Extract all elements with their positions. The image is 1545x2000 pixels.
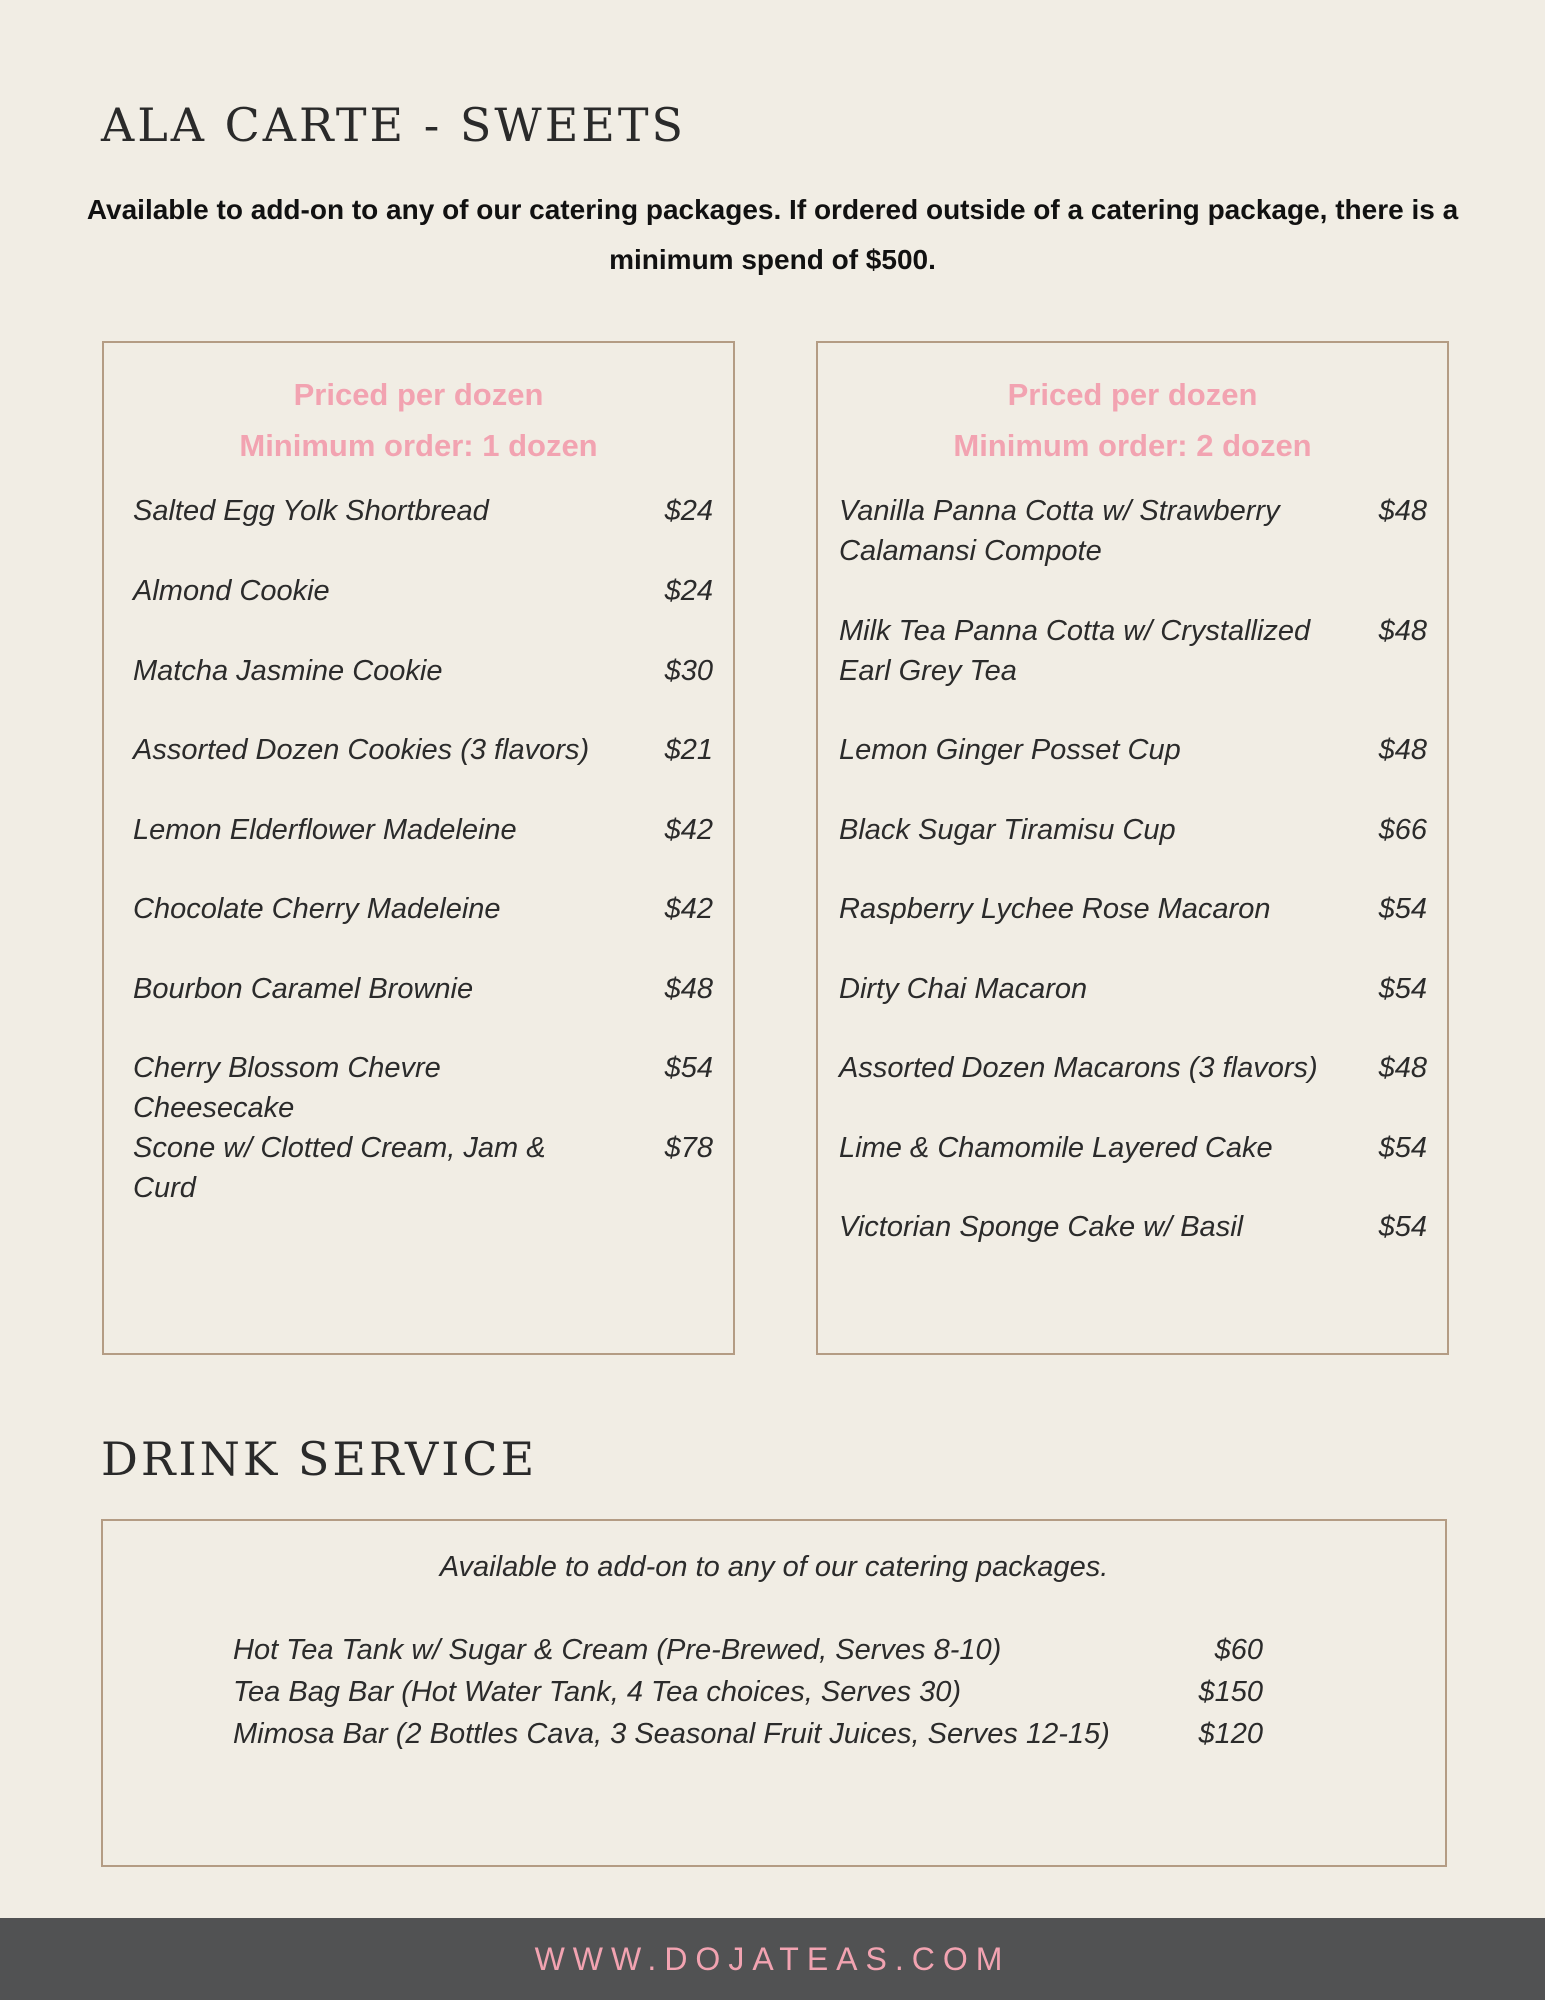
page-title: ALA CARTE - SWEETS — [101, 98, 687, 152]
menu-item-price: $24 — [664, 575, 713, 607]
menu-item-name: Assorted Dozen Macarons (3 flavors) — [839, 1052, 1318, 1084]
menu-item-name: Bourbon Caramel Brownie — [133, 973, 474, 1005]
drink-item-name: Hot Tea Tank w/ Sugar & Cream (Pre-Brewed, Serves 8-10) — [233, 1634, 1002, 1666]
menu-item-price: $48 — [1378, 734, 1427, 766]
menu-item-name: Matcha Jasmine Cookie — [133, 655, 443, 687]
menu-item-price: $66 — [1378, 814, 1427, 846]
website-link[interactable]: WWW.DOJATEAS.COM — [534, 1941, 1011, 1977]
box-heading — [104, 369, 733, 471]
footer-bar — [0, 1918, 1545, 2000]
menu-item-name: Cherry Blossom Chevre Cheesecake — [133, 1052, 441, 1124]
pricing-note: Priced per dozen — [293, 377, 544, 412]
menu-item-name: Black Sugar Tiramisu Cup — [839, 814, 1176, 846]
menu-item-name: Almond Cookie — [133, 575, 330, 607]
menu-item-price: $42 — [664, 893, 713, 925]
menu-item-price: $48 — [1378, 495, 1427, 527]
menu-item-price: $48 — [664, 973, 713, 1005]
pricing-note: Priced per dozen — [1007, 377, 1258, 412]
drink-item-price: $60 — [1214, 1634, 1263, 1666]
menu-item-name: Chocolate Cherry Madeleine — [133, 893, 501, 925]
menu-item-name: Raspberry Lychee Rose Macaron — [839, 893, 1271, 925]
menu-item-price: $48 — [1378, 615, 1427, 647]
menu-item-price: $54 — [1378, 893, 1427, 925]
drink-service-box — [101, 1519, 1447, 1867]
drink-item-name: Tea Bag Bar (Hot Water Tank, 4 Tea choices, Serves 30) — [233, 1676, 962, 1708]
box-heading — [818, 369, 1447, 471]
menu-item-price: $42 — [664, 814, 713, 846]
menu-item-price: $30 — [664, 655, 713, 687]
menu-item-price: $54 — [1378, 1132, 1427, 1164]
minimum-order-note: Minimum order: 2 dozen — [953, 428, 1312, 463]
drink-item-price: $120 — [1198, 1718, 1263, 1750]
sweets-box-min-1-dozen — [102, 341, 735, 1355]
minimum-order-note: Minimum order: 1 dozen — [239, 428, 598, 463]
menu-item-price: $21 — [664, 734, 713, 766]
sweets-box-min-2-dozen — [816, 341, 1449, 1355]
menu-item-name: Lemon Elderflower Madeleine — [133, 814, 517, 846]
menu-item-price: $54 — [1378, 973, 1427, 1005]
menu-item-price: $54 — [1378, 1211, 1427, 1243]
intro-text: Available to add-on to any of our catering packages. If ordered outside of a catering package, there is a minimum spend of $500. — [86, 194, 1459, 275]
menu-item-price: $24 — [664, 495, 713, 527]
menu-item-name: Vanilla Panna Cotta w/ Strawberry Calamansi Compote — [839, 495, 1280, 567]
menu-item-name: Assorted Dozen Cookies (3 flavors) — [133, 734, 590, 766]
menu-item-name: Milk Tea Panna Cotta w/ Crystallized Earl Grey Tea — [839, 615, 1311, 687]
menu-item-price: $48 — [1378, 1052, 1427, 1084]
menu-item-name: Dirty Chai Macaron — [839, 973, 1088, 1005]
menu-item-name: Lime & Chamomile Layered Cake — [839, 1132, 1273, 1164]
drink-item-price: $150 — [1198, 1676, 1263, 1708]
menu-item-name: Salted Egg Yolk Shortbread — [133, 495, 489, 527]
menu-item-name: Scone w/ Clotted Cream, Jam & Curd — [133, 1132, 546, 1204]
menu-item-price: $78 — [664, 1132, 713, 1164]
drink-item-name: Mimosa Bar (2 Bottles Cava, 3 Seasonal Fruit Juices, Serves 12-15) — [233, 1718, 1110, 1750]
menu-item-price: $54 — [664, 1052, 713, 1084]
menu-item-name: Lemon Ginger Posset Cup — [839, 734, 1181, 766]
menu-item-name: Victorian Sponge Cake w/ Basil — [839, 1211, 1244, 1243]
drink-service-title: DRINK SERVICE — [101, 1432, 538, 1486]
drink-intro-text: Available to add-on to any of our catering packages. — [439, 1551, 1109, 1583]
